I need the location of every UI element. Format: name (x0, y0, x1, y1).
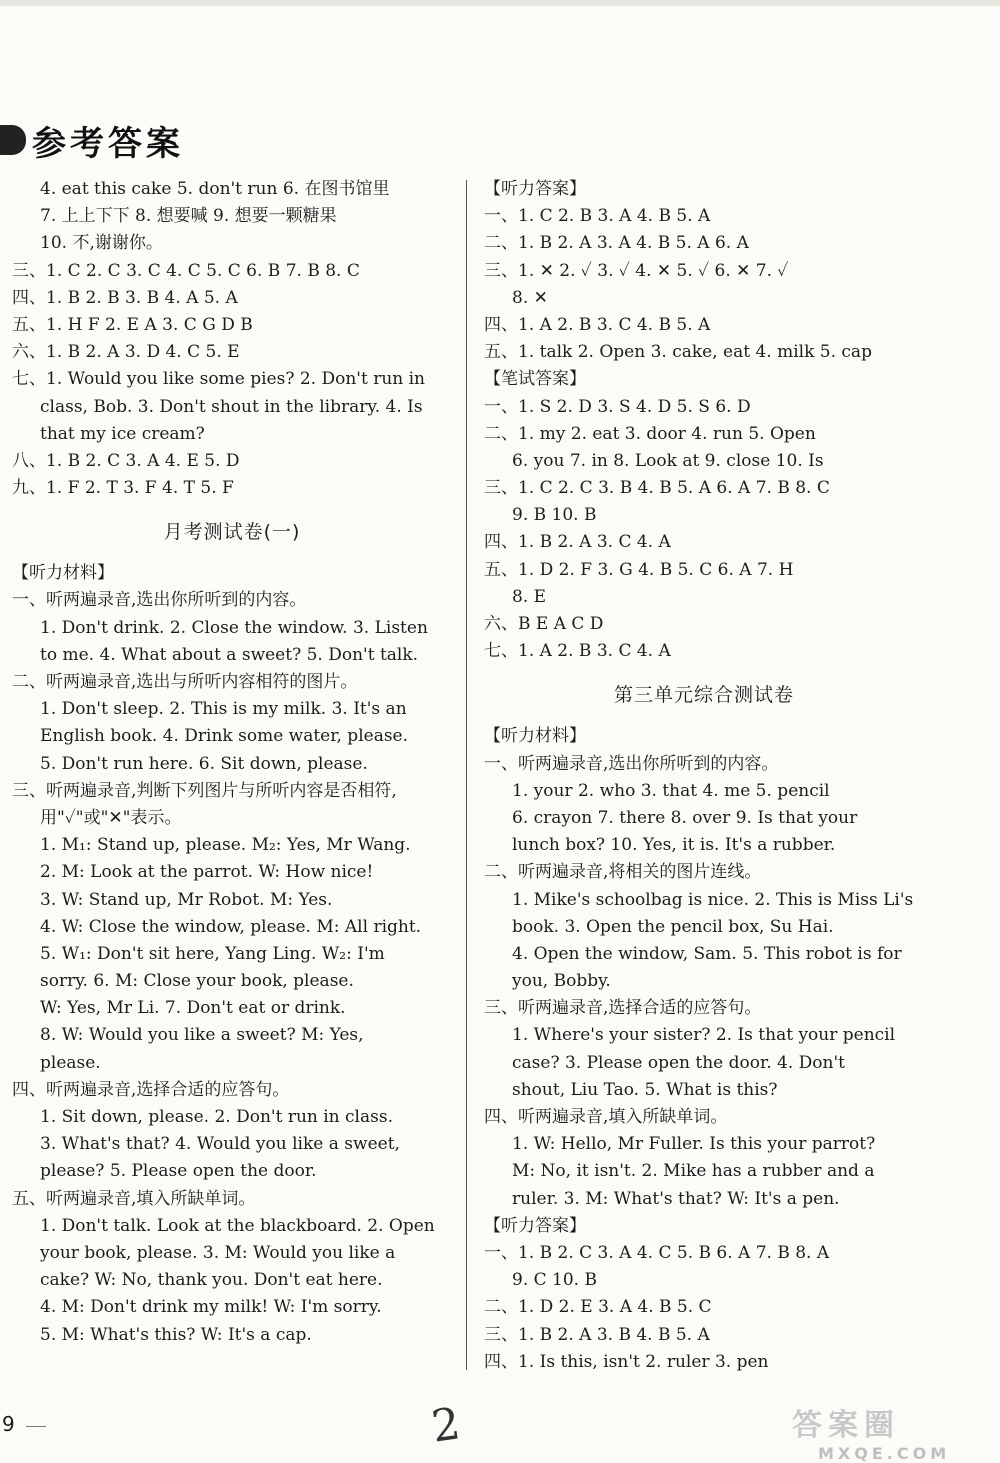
text-line: case? 3. Please open the door. 4. Don't (512, 1052, 845, 1073)
text-line: 4. M: Don't drink my milk! W: I'm sorry. (40, 1297, 382, 1318)
text-line: cake? W: No, thank you. Don't eat here. (40, 1270, 383, 1291)
text-line: 九、1. F 2. T 3. F 4. T 5. F (12, 478, 234, 499)
text-line: 5. W₁: Don't sit here, Yang Ling. W₂: I'm (40, 943, 385, 964)
text-line: 四、1. B 2. B 3. B 4. A 5. A (12, 287, 238, 308)
text-line: 【听力答案】 (484, 179, 586, 199)
text-line: shout, Liu Tao. 5. What is this? (512, 1079, 778, 1100)
text-line: book. 3. Open the pencil box, Su Hai. (512, 916, 834, 937)
text-line: 6. you 7. in 8. Look at 9. close 10. Is (512, 450, 824, 471)
text-line: 三、听两遍录音,判断下列图片与所听内容是否相符, (12, 780, 397, 801)
text-line: 6. crayon 7. there 8. over 9. Is that your (512, 807, 858, 828)
text-line: 六、1. B 2. A 3. D 4. C 5. E (12, 342, 240, 363)
left-listening-block (12, 560, 452, 1348)
text-line: 用"✓"或"✕"表示。 (40, 807, 182, 828)
text-line: 二、1. D 2. E 3. A 4. B 5. C (484, 1297, 712, 1318)
text-line: 5. M: What's this? W: It's a cap. (40, 1324, 312, 1345)
text-line: 8. E (512, 586, 547, 607)
header-mark (0, 125, 26, 155)
text-line: 1. Sit down, please. 2. Don't run in class. (40, 1107, 393, 1127)
text-line: English book. 4. Drink some water, please. (40, 726, 409, 747)
text-line: 五、听两遍录音,填入所缺单词。 (12, 1188, 256, 1209)
page-title: 参考答案 (32, 123, 184, 164)
text-line: to me. 4. What about a sweet? 5. Don't talk. (40, 644, 419, 665)
text-line: 四、听两遍录音,填入所缺单词。 (484, 1107, 728, 1127)
text-line: you, Bobby. (512, 971, 611, 992)
text-line: 一、听两遍录音,选出你所听到的内容。 (484, 753, 779, 774)
text-line: 1. Don't talk. Look at the blackboard. 2. Open (40, 1215, 435, 1236)
text-line: 六、B E A C D (484, 614, 604, 634)
text-line: 【听力材料】 (484, 726, 586, 747)
text-line: 三、听两遍录音,选择合适的应答句。 (484, 998, 762, 1019)
right-listening-block (484, 723, 924, 1376)
text-line: 三、1. ✕ 2. ✓ 3. ✓ 4. ✕ 5. ✓ 6. ✕ 7. ✓ (484, 260, 789, 281)
footer-rule (26, 1426, 46, 1427)
text-line: 4. W: Close the window, please. M: All right. (40, 916, 422, 937)
text-line: W: Yes, Mr Li. 7. Don't eat or drink. (40, 998, 346, 1019)
text-line: 8. W: Would you like a sweet? M: Yes, (40, 1025, 364, 1046)
text-line: 9. C 10. B (512, 1270, 597, 1291)
text-line: class, Bob. 3. Don't shout in the library. 4. Is (40, 396, 423, 417)
text-line: 1. Don't drink. 2. Close the window. 3. Listen (40, 617, 428, 638)
text-line: M: No, it isn't. 2. Mike has a rubber and a (512, 1161, 875, 1182)
text-line: 3. What's that? 4. Would you like a sweet, (40, 1134, 400, 1155)
text-line: 10. 不,谢谢你。 (40, 233, 163, 254)
text-line: 八、1. B 2. C 3. A 4. E 5. D (12, 450, 240, 471)
text-line: 七、1. A 2. B 3. C 4. A (484, 641, 671, 662)
section-heading-monthly-test: 月考测试卷(一) (163, 521, 301, 544)
text-line: 9. B 10. B (512, 505, 597, 526)
text-line: 5. Don't run here. 6. Sit down, please. (40, 753, 368, 774)
text-line: 四、听两遍录音,选择合适的应答句。 (12, 1079, 290, 1100)
text-line: 四、1. A 2. B 3. C 4. B 5. A (484, 314, 711, 335)
text-line: 1. W: Hello, Mr Fuller. Is this your parrot? (512, 1134, 876, 1155)
text-line: 1. Don't sleep. 2. This is my milk. 3. It's an (40, 699, 407, 720)
text-line: 五、1. D 2. F 3. G 4. B 5. C 6. A 7. H (484, 559, 794, 580)
text-line: 2. M: Look at the parrot. W: How nice! (40, 862, 374, 883)
text-line: 四、1. Is this, isn't 2. ruler 3. pen (484, 1351, 769, 1372)
watermark-url: MXQE.COM (818, 1444, 951, 1463)
text-line: 3. W: Stand up, Mr Robot. M: Yes. (40, 889, 333, 910)
right-answers-block (484, 176, 924, 665)
text-line: 8. ✕ (512, 287, 548, 308)
right-column (484, 176, 924, 1376)
text-line: your book, please. 3. M: Would you like a (40, 1242, 396, 1263)
text-line: lunch box? 10. Yes, it is. It's a rubber. (512, 835, 836, 856)
text-line: 一、1. C 2. B 3. A 4. B 5. A (484, 206, 711, 227)
text-line: 一、1. S 2. D 3. S 4. D 5. S 6. D (484, 396, 751, 417)
text-line: 三、1. C 2. C 3. C 4. C 5. C 6. B 7. B 8. C (12, 260, 360, 281)
watermark-logo (792, 1400, 992, 1463)
left-column (12, 176, 452, 1349)
text-line: ruler. 3. M: What's that? W: It's a pen. (512, 1188, 840, 1209)
text-line: 【笔试答案】 (484, 369, 586, 390)
handwritten-mark: 2 (428, 1398, 464, 1453)
page-number: 9 (2, 1412, 15, 1436)
text-line: 1. Mike's schoolbag is nice. 2. This is Miss Li's (512, 889, 914, 910)
text-line: please? 5. Please open the door. (40, 1161, 317, 1182)
text-line: that my ice cream? (40, 423, 205, 444)
text-line: 五、1. H F 2. E A 3. C G D B (12, 314, 253, 335)
text-line: 1. Where's your sister? 2. Is that your pencil (512, 1025, 896, 1046)
text-line: 1. your 2. who 3. that 4. me 5. pencil (512, 780, 830, 801)
text-line: 七、1. Would you like some pies? 2. Don't run in (12, 369, 426, 390)
text-line: 7. 上上下下 8. 想要喊 9. 想要一颗糖果 (40, 206, 337, 227)
text-line: 二、1. my 2. eat 3. door 4. run 5. Open (484, 423, 816, 444)
text-line: 一、1. B 2. C 3. A 4. C 5. B 6. A 7. B 8. A (484, 1242, 830, 1263)
text-line: 1. M₁: Stand up, please. M₂: Yes, Mr Wang. (40, 835, 411, 856)
text-line: 一、听两遍录音,选出你所听到的内容。 (12, 590, 307, 611)
text-line: sorry. 6. M: Close your book, please. (40, 971, 354, 992)
page-header (0, 116, 184, 164)
left-answers-block (12, 176, 452, 502)
scan-edge (0, 0, 1000, 6)
text-line: 四、1. B 2. A 3. C 4. A (484, 532, 671, 553)
section-heading-unit3-test: 第三单元综合测试卷 (613, 684, 794, 707)
text-line: 二、听两遍录音,将相关的图片连线。 (484, 862, 762, 883)
text-line: 三、1. C 2. C 3. B 4. B 5. A 6. A 7. B 8. C (484, 478, 830, 499)
text-line: 二、1. B 2. A 3. A 4. B 5. A 6. A (484, 233, 749, 254)
text-line: 五、1. talk 2. Open 3. cake, eat 4. milk 5. cap (484, 342, 872, 363)
text-line: 三、1. B 2. A 3. B 4. B 5. A (484, 1324, 710, 1345)
text-line: please. (40, 1052, 101, 1073)
text-line: 二、听两遍录音,选出与所听内容相符的图片。 (12, 672, 358, 692)
text-line: 4. Open the window, Sam. 5. This robot is for (512, 943, 902, 964)
text-line: 【听力材料】 (12, 563, 114, 584)
text-line: 4. eat this cake 5. don't run 6. 在图书馆里 (40, 179, 390, 199)
watermark-title: 答案圈 (792, 1408, 900, 1443)
column-divider (466, 180, 467, 1370)
text-line: 【听力答案】 (484, 1215, 586, 1236)
